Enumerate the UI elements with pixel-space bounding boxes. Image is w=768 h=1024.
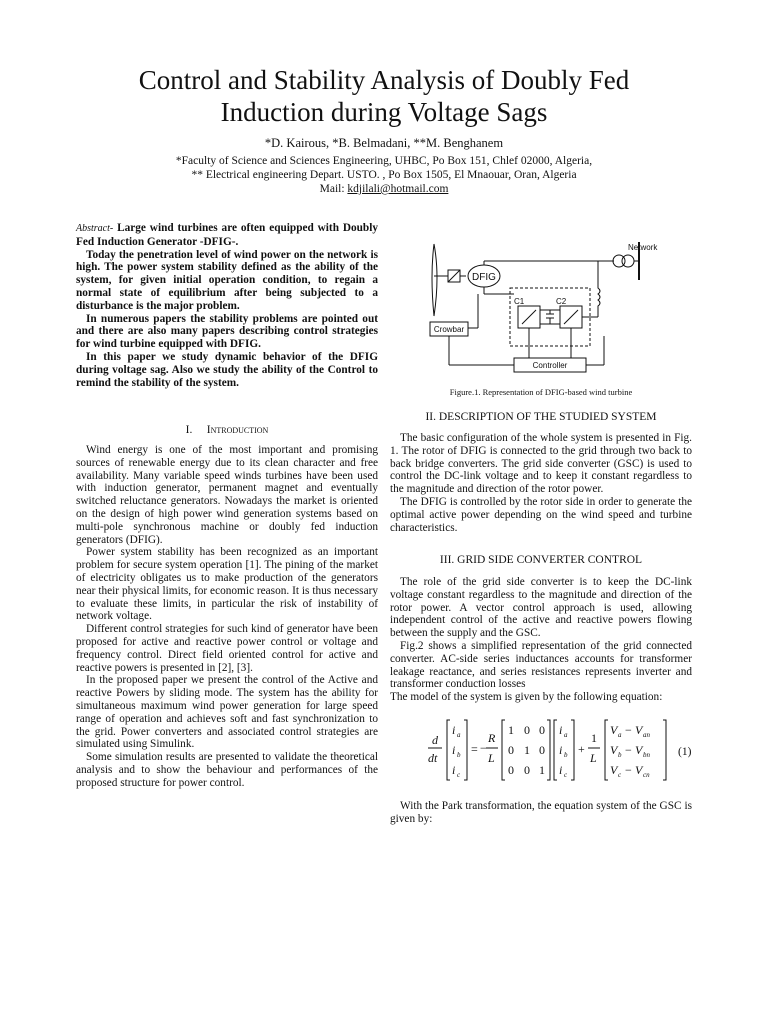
turbine-blade [432, 244, 437, 316]
svg-text:V: V [635, 763, 643, 777]
controller-label: Controller [532, 361, 568, 370]
svg-text:b: b [564, 751, 568, 759]
svg-text:an: an [643, 731, 650, 739]
paragraph: In the proposed paper we present the control of the Active and reactive Powers by sliding mode. The system has the ability for simultaneous maximum wind power generation for large speed range of operation and achieves soft and fast synchronization to the grid. Power converters and associated control strategies are simulated using Simulink. [76, 674, 378, 751]
svg-text:i: i [559, 763, 563, 777]
svg-text:−: − [625, 763, 632, 777]
paragraph: The DFIG is controlled by the rotor side in order to generate the optimal active power depending on the wind speed and turbine characteristics. [390, 495, 692, 534]
paragraph: Wind energy is one of the most important and promising sources of renewable energy due to its clean character and free availability. Many variable speed winds turbines have been used with induction generator, permanent magnet and eventually switched reluctance generators. Nowadays the market is oriented on the design of high power wind generation systems based on multi-pole synchronous machine or doubly fed induction generators (DFIG). [76, 444, 378, 546]
paragraph: Some simulation results are presented to validate the theoretical analysis and to show the behaviour and performances of the proposed structure for power control. [76, 751, 378, 789]
title-line-1: Control and Stability Analysis of Doubly Fed [138, 65, 630, 95]
svg-text:=: = [471, 742, 478, 756]
svg-text:i: i [559, 723, 563, 737]
svg-text:L: L [590, 751, 597, 765]
voltage-vector [605, 720, 666, 780]
abstract-paragraph: In this paper we study dynamic behavior of the DFIG during voltage sag. Also we study the ability of the Control to remind the stability of the system. [76, 350, 378, 389]
svg-text:V: V [610, 743, 618, 757]
section-title: Introduction [206, 424, 269, 436]
equation-number: (1) [678, 746, 692, 758]
svg-text:L: L [488, 751, 495, 765]
svg-text:V: V [610, 723, 618, 737]
abstract-paragraph: In numerous papers the stability problems are pointed out and there are also many papers describing control strategies for wind turbine equipped with DFIG. [76, 312, 378, 351]
svg-text:a: a [564, 731, 568, 739]
svg-text:1: 1 [591, 731, 597, 745]
section-title: II. DESCRIPTION OF THE STUDIED SYSTEM [425, 411, 657, 423]
svg-text:V: V [635, 723, 643, 737]
introduction-body [76, 444, 378, 790]
svg-text:a: a [618, 731, 622, 739]
identity-matrix [502, 720, 550, 780]
svg-text:i: i [452, 743, 456, 757]
svg-text:i: i [559, 743, 563, 757]
svg-text:0: 0 [539, 743, 545, 757]
paragraph: Different control strategies for such kind of generator have been proposed for active and reactive power control or voltage and frequency control. Direct field oriented control for active and reactive powers is presented in [2], [3]. [76, 623, 378, 674]
paragraph: The basic configuration of the whole system is presented in Fig. 1. The rotor of DFIG is connected to the grid through two back to back bridge converters. The grid side converter (GSC) is used to control the DC-link voltage and to keep it constant regardless to the magnitude and direction of the rotor power. [390, 432, 692, 496]
section-heading-iii [390, 554, 692, 566]
affiliation-1: *Faculty of Science and Sciences Engineering, UHBC, Po Box 151, Chlef 02000, Algeria, [175, 155, 593, 167]
section-number: I. [185, 424, 193, 436]
paragraph: The model of the system is given by the following equation: [390, 691, 663, 704]
svg-text:0: 0 [524, 723, 530, 737]
svg-text:dt: dt [428, 751, 438, 765]
mail-link[interactable]: kdjilali@hotmail.com [347, 183, 449, 195]
dfig-diagram [418, 236, 672, 386]
svg-text:c: c [457, 771, 461, 779]
svg-text:a: a [457, 731, 461, 739]
svg-text:1: 1 [524, 743, 530, 757]
authors: *D. Kairous, *B. Belmadani, **M. Benghanem [264, 136, 504, 150]
paragraph: Power system stability has been recognized as an important problem for secure system operation [1]. The pining of the market of electricity obligates us to make production of the generators near their physical limits, for economic reason. It is thus necessary to evaluate these limits, in particular the risk of instability of network voltage. [76, 546, 378, 623]
svg-text:V: V [635, 743, 643, 757]
svg-text:c: c [618, 771, 622, 779]
abstract-lead: Abstract- [76, 223, 114, 234]
mail-line [80, 182, 688, 196]
svg-text:0: 0 [539, 723, 545, 737]
c2-label: C2 [556, 297, 567, 306]
section-heading-introduction [76, 424, 378, 436]
paper-title [60, 64, 708, 128]
svg-text:0: 0 [508, 763, 514, 777]
svg-text:1: 1 [508, 723, 514, 737]
svg-text:0: 0 [524, 763, 530, 777]
abstract-paragraph: Abstract- Large wind turbines are often equipped with Doubly Fed Induction Generator -DFIG-. [76, 222, 378, 248]
current-vector [447, 720, 467, 780]
section-iii-body [390, 576, 692, 704]
mail-label: Mail: [319, 183, 345, 195]
svg-text:cn: cn [643, 771, 650, 779]
equation-1 [420, 712, 700, 786]
inductor [598, 261, 600, 317]
c1-label: C1 [514, 297, 525, 306]
svg-text:V: V [610, 763, 618, 777]
svg-text:i: i [452, 723, 456, 737]
transformer-coil [622, 255, 634, 267]
affiliations [80, 154, 688, 196]
dfig-label: DFIG [472, 272, 496, 283]
abstract-paragraph: Today the penetration level of wind power on the network is high. The power system stability defined as the ability of the system, for given initial operation condition, to regain a normal state of equilibrium after being subjected to a disturbance is the major problem. [76, 248, 378, 312]
current-vector [554, 720, 574, 780]
section-ii-body [390, 432, 692, 534]
svg-text:R: R [488, 731, 496, 745]
paragraph: With the Park transformation, the equation system of the GSC is given by: [390, 800, 692, 825]
paragraph: The role of the grid side converter is to keep the DC-link voltage constant regardless to the magnitude and direction of the rotor power. A vector control approach is used, allowing independent control of the active and reactive powers flowing between the supply and the GSC. [390, 576, 692, 640]
svg-text:−: − [625, 723, 632, 737]
crowbar-label: Crowbar [433, 325, 465, 334]
svg-text:−: − [625, 743, 632, 757]
affiliation-2: ** Electrical engineering Depart. USTO. , Po Box 1505, El Mnaouar, Oran, Algeria [191, 169, 577, 181]
svg-text:+: + [578, 742, 585, 756]
network-label: Network [628, 243, 658, 252]
title-line-2: Induction during Voltage Sags [220, 97, 548, 127]
section-title: III. GRID SIDE CONVERTER CONTROL [439, 554, 643, 566]
paragraph: Fig.2 shows a simplified representation of the grid connected converter. AC-side series inductances accounts for transformer leakage reactance, and series resistances represents inverter and transformer conduction losses [390, 639, 692, 691]
svg-text:i: i [452, 763, 456, 777]
svg-text:1: 1 [539, 763, 545, 777]
svg-text:b: b [618, 751, 622, 759]
svg-text:c: c [564, 771, 568, 779]
figure-caption: Figure.1. Representation of DFIG-based wind turbine [449, 387, 633, 397]
svg-text:−: − [480, 741, 487, 755]
svg-text:d: d [432, 733, 438, 747]
section-heading-ii [390, 411, 692, 423]
svg-text:0: 0 [508, 743, 514, 757]
svg-text:bn: bn [643, 751, 650, 759]
abstract [76, 222, 378, 389]
section-iii-continued [390, 800, 692, 826]
svg-text:b: b [457, 751, 461, 759]
